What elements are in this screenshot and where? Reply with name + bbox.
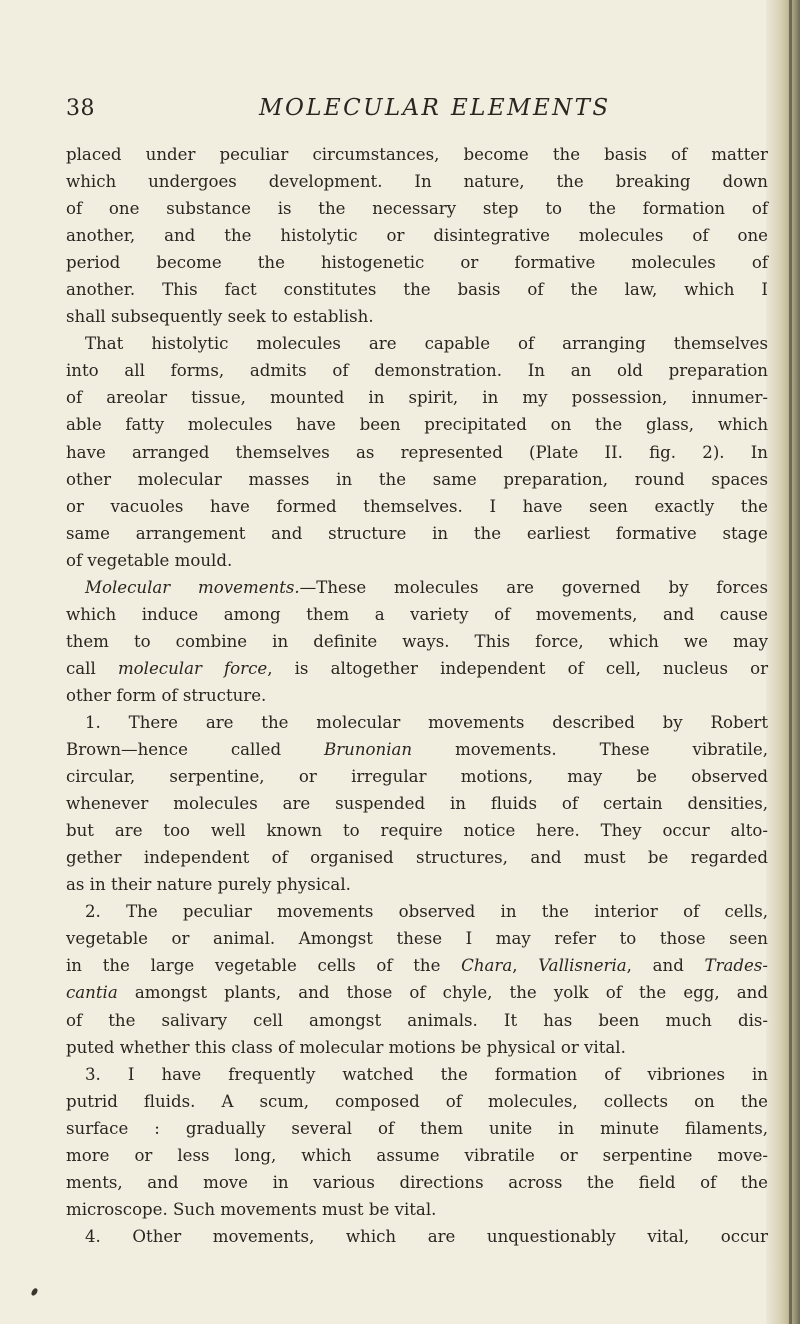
page-number: 38	[66, 96, 95, 121]
text-line: 3. I have frequently watched the formation of vibriones in	[85, 1064, 768, 1084]
text-line: another. This fact constitutes the basis of the law, which I	[66, 280, 768, 300]
text-line: other form of structure.	[66, 685, 267, 705]
text-line: them to combine in definite ways. This force, which we may	[66, 631, 768, 651]
text-line: placed under peculiar circumstances, become the basis of matter	[66, 145, 768, 164]
text-line: gether independent of organised structures, and must be regarded	[66, 848, 768, 868]
text-line: That histolytic molecules are capable of arranging themselves	[85, 334, 768, 354]
text-line: vegetable or animal. Amongst these I may refer to those seen	[66, 929, 768, 949]
text-line: more or less long, which assume vibratile or serpentine move-	[66, 1145, 768, 1165]
text-line: of the salivary cell amongst animals. It has been much dis-	[66, 1010, 768, 1030]
page-binding-line	[789, 0, 792, 1324]
text-line: cantia amongst plants, and those of chyle, the yolk of the egg, and	[66, 983, 768, 1003]
text-line: call molecular force, is altogether independent of cell, nucleus or	[66, 658, 769, 678]
page-header	[66, 96, 766, 136]
text-line: other molecular masses in the same preparation, round spaces	[66, 469, 768, 489]
text-line: of vegetable mould.	[66, 550, 233, 570]
text-line: 1. There are the molecular movements described by Robert	[85, 712, 768, 732]
page-edge-shadow	[766, 0, 800, 1324]
text-line: ments, and move in various directions across the field of the	[66, 1172, 768, 1192]
text-line: into all forms, admits of demonstration. In an old preparation	[66, 361, 768, 381]
text-line: another, and the histolytic or disintegrative molecules of one	[66, 226, 768, 246]
text-line: period become the histogenetic or formative molecules of	[66, 253, 768, 273]
text-line: putrid fluids. A scum, composed of molecules, collects on the	[66, 1091, 768, 1111]
text-line: shall subsequently seek to establish.	[66, 307, 374, 327]
text-line: of one substance is the necessary step to the formation of	[66, 199, 768, 219]
text-line: have arranged themselves as represented (Plate II. fig. 2). In	[66, 442, 768, 462]
text-line: 2. The peculiar movements observed in the interior of cells,	[85, 902, 768, 922]
body-text	[66, 141, 768, 1250]
text-line: same arrangement and structure in the earliest formative stage	[66, 523, 768, 543]
running-title: MOLECULAR ELEMENTS	[259, 95, 611, 121]
text-line: 4. Other movements, which are unquestionably vital, occur	[85, 1226, 768, 1246]
text-line: as in their nature purely physical.	[66, 875, 351, 895]
text-line: of areolar tissue, mounted in spirit, in my possession, innumer-	[66, 388, 768, 408]
text-line: Molecular movements.—These molecules are governed by forces	[85, 577, 768, 597]
text-line: or vacuoles have formed themselves. I have seen exactly the	[66, 496, 768, 516]
text-line: able fatty molecules have been precipitated on the glass, which	[66, 415, 768, 435]
text-line: which undergoes development. In nature, the breaking down	[66, 172, 768, 192]
text-line: microscope. Such movements must be vital.	[66, 1199, 437, 1219]
text-line: whenever molecules are suspended in fluids of certain densities,	[66, 794, 768, 814]
text-line: surface : gradually several of them unite in minute filaments,	[66, 1118, 768, 1138]
text-line: in the large vegetable cells of the Chara, Vallisneria, and Trades-	[66, 956, 768, 976]
text-line: but are too well known to require notice here. They occur alto-	[66, 821, 768, 841]
text-line: Brown—hence called Brunonian movements. These vibratile,	[66, 740, 768, 760]
text-line: puted whether this class of molecular motions be physical or vital.	[66, 1037, 626, 1057]
text-line: which induce among them a variety of movements, and cause	[66, 604, 768, 624]
ink-speck	[31, 1287, 39, 1296]
text-line: circular, serpentine, or irregular motions, may be observed	[66, 767, 768, 787]
